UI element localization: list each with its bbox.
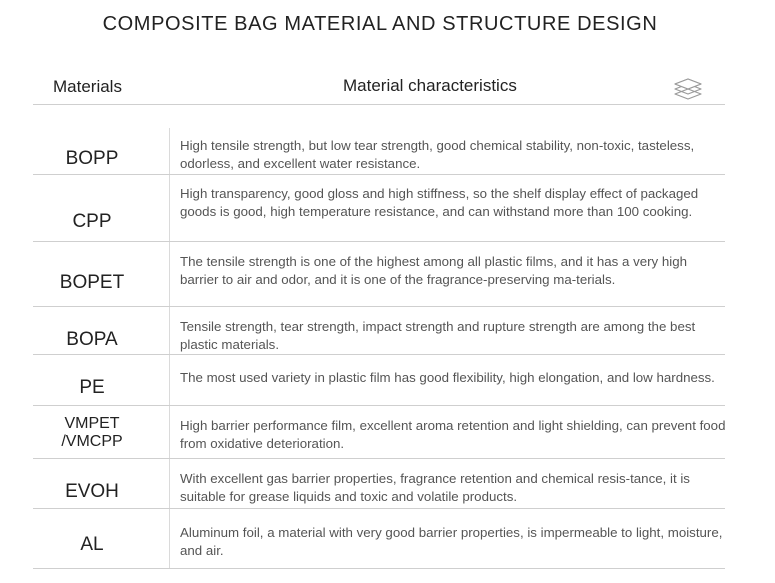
table-row bbox=[33, 508, 725, 568]
material-description: High barrier performance film, excellent aroma retention and light shielding, can prevent food from oxidative deterioration. bbox=[180, 418, 726, 451]
row-divider bbox=[33, 568, 725, 569]
table-row bbox=[33, 458, 725, 508]
material-name bbox=[33, 415, 151, 451]
table-row bbox=[33, 241, 725, 306]
material-description: With excellent gas barrier properties, fragrance retention and chemical resis-tance, it is suitable for grease liquids and toxic and volatile products. bbox=[180, 471, 690, 504]
material-description: Aluminum foil, a material with very good barrier properties, is impermeable to light, moisture, and air. bbox=[180, 525, 723, 558]
material-description: Tensile strength, tear strength, impact strength and rupture strength are among the best plastic materials. bbox=[180, 319, 696, 352]
table-row bbox=[33, 354, 725, 405]
material-name: EVOH bbox=[65, 481, 119, 502]
material-name-line: VMPET bbox=[64, 415, 120, 432]
layers-icon bbox=[673, 77, 703, 103]
material-name: BOPET bbox=[59, 272, 125, 293]
material-name-line: /VMCPP bbox=[61, 433, 123, 450]
table-row bbox=[33, 306, 725, 354]
material-description: High tensile strength, but low tear strength, good chemical stability, non-toxic, tasteless, odorless, and excellent water resistance. bbox=[180, 138, 695, 171]
material-name: PE bbox=[79, 377, 105, 398]
table-row bbox=[33, 405, 725, 458]
material-name: AL bbox=[80, 534, 104, 555]
material-name: CPP bbox=[72, 211, 112, 232]
table-row bbox=[33, 128, 725, 174]
material-description: High transparency, good gloss and high stiffness, so the shelf display effect of packaged goods is good, high temperature resistance, and can withstand more than 100 cooking. bbox=[180, 186, 699, 219]
table-row bbox=[33, 174, 725, 241]
material-description: The most used variety in plastic film has good flexibility, high elongation, and low hardness. bbox=[180, 370, 715, 385]
material-name: BOPA bbox=[66, 329, 118, 350]
materials-column-header: Materials bbox=[53, 77, 122, 96]
material-description: The tensile strength is one of the highest among all plastic films, and it has a very high barrier to air and odor, and it is one of the fragrance-preserving ma-terials. bbox=[180, 254, 688, 287]
material-name: BOPP bbox=[65, 148, 119, 169]
page-title: COMPOSITE BAG MATERIAL AND STRUCTURE DESIGN bbox=[102, 13, 658, 35]
characteristics-column-header: Material characteristics bbox=[343, 76, 517, 95]
header-divider bbox=[33, 104, 725, 105]
